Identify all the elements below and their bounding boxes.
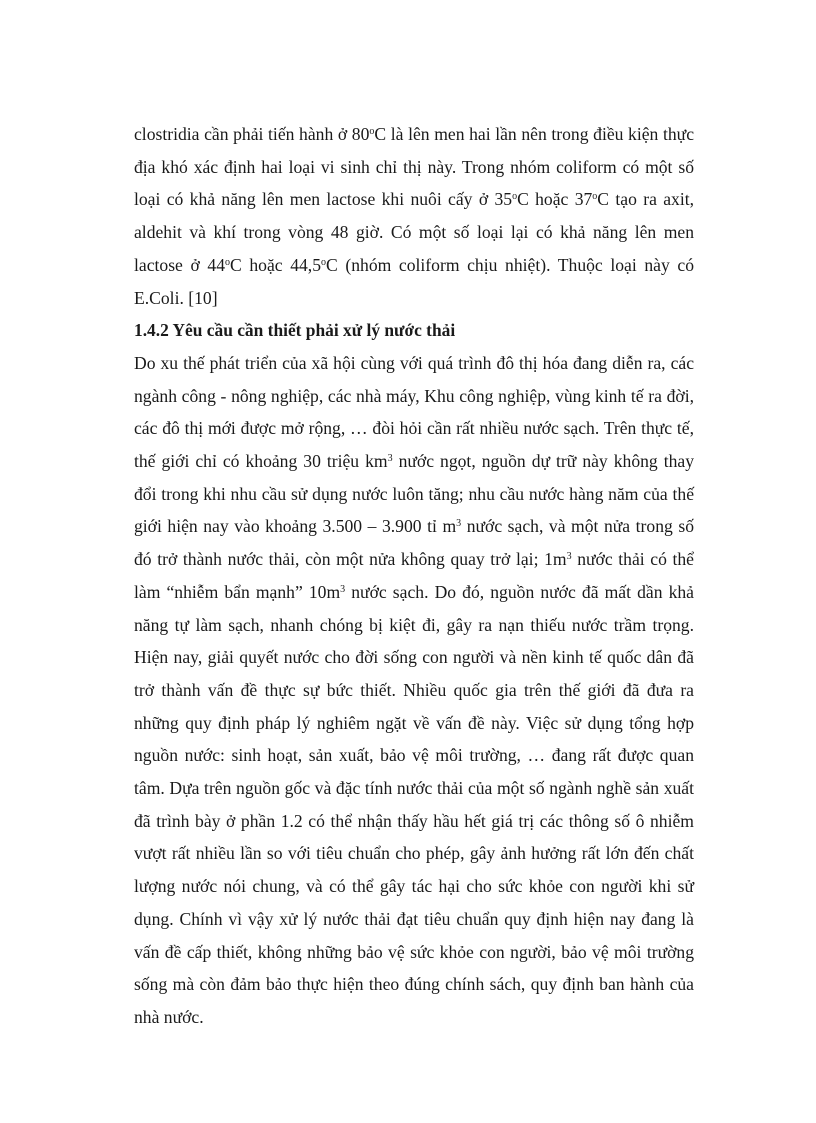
superscript: 3 <box>456 518 462 530</box>
superscript: o <box>512 191 518 203</box>
superscript: o <box>321 256 326 268</box>
text-run: Do xu thế phát triển của xã hội cùng với quá trình đô thị hóa đang diễn ra, các ngành công - nông nghiệp, các nhà máy, Khu công nghiệp, vùng kinh tế ra đời, các đô thị mới được mở rộng, … đòi hỏi cần rất nhiều nước sạch. Trên thực tế, thế giới chỉ có khoảng 30 triệu km <box>134 352 694 472</box>
text-run: C tạo ra axit, aldehit và khí trong vòng 48 giờ. Có một số loại lại có khả năng lên men lactose ở 44 <box>134 189 694 275</box>
superscript: 3 <box>566 551 572 563</box>
superscript: 3 <box>340 583 346 595</box>
text-run: C hoặc 37 <box>517 189 593 210</box>
superscript: o <box>225 256 230 268</box>
text-run: nước ngọt, nguồn dự trữ này không thay đổi trong khi nhu cầu sử dụng nước luôn tăng; nhu cầu nước hàng năm của thế giới hiện nay vào khoảng 3.500 – 3.900 tỉ m <box>134 451 694 537</box>
superscript: 3 <box>387 453 393 465</box>
paragraph-coliform <box>134 118 694 314</box>
paragraph-water-treatment <box>134 347 694 1034</box>
text-run: clostridia cần phải tiến hành ở 80 <box>134 124 370 144</box>
text-run: C là lên men hai lần nên trong điều kiện thực địa khó xác định hai loại vi sinh chỉ thị này. Trong nhóm coliform có một số loại có khả năng lên men lactose khi nuôi cấy ở 35 <box>134 124 695 210</box>
text-run: C hoặc 44,5 <box>230 254 321 275</box>
superscript: o <box>592 191 598 203</box>
text-run: nước thải có thể làm “nhiễm bẩn mạnh” 10m <box>134 549 694 602</box>
text-run: C (nhóm coliform chịu nhiệt). Thuộc loại này có E.Coli. [10] <box>134 254 694 308</box>
superscript: o <box>369 126 375 137</box>
text-run: nước sạch, và một nửa trong số đó trở thành nước thải, còn một nửa không quay trở lại; 1m <box>134 516 694 570</box>
page-content <box>134 118 694 1034</box>
text-run: nước sạch. Do đó, nguồn nước đã mất dần khả năng tự làm sạch, nhanh chóng bị kiệt đi, gây ra nạn thiếu nước trầm trọng. Hiện nay, giải quyết nước cho đời sống con người và nền kinh tế quốc dân đã trở thành vấn đề thực sự bức thiết. Nhiều quốc gia trên thế giới đã đưa ra những quy định pháp lý nghiêm ngặt về vấn đề này. Việc sử dụng tổng hợp nguồn nước: sinh hoạt, sản xuất, bảo vệ môi trường, … đang rất được quan tâm. Dựa trên nguồn gốc và đặc tính nước thải của một số ngành nghề sản xuất đã trình bày ở phần 1.2 có thể nhận thấy hầu hết giá trị các thông số ô nhiễm vượt rất nhiều lần so với tiêu chuẩn cho phép, gây ảnh hưởng rất lớn đến chất lượng nước nói chung, và có thể gây tác hại cho sức khỏe con người khi sử dụng. Chính vì vậy xử lý nước thải đạt tiêu chuẩn quy định hiện nay đang là vấn đề cấp thiết, không những bảo vệ sức khỏe con người, bảo vệ môi trường sống mà còn đảm bảo thực hiện theo đúng chính sách, quy định ban hành của nhà nước. <box>134 581 694 1027</box>
section-heading: 1.4.2 Yêu cầu cần thiết phải xử lý nước thải <box>134 320 456 341</box>
